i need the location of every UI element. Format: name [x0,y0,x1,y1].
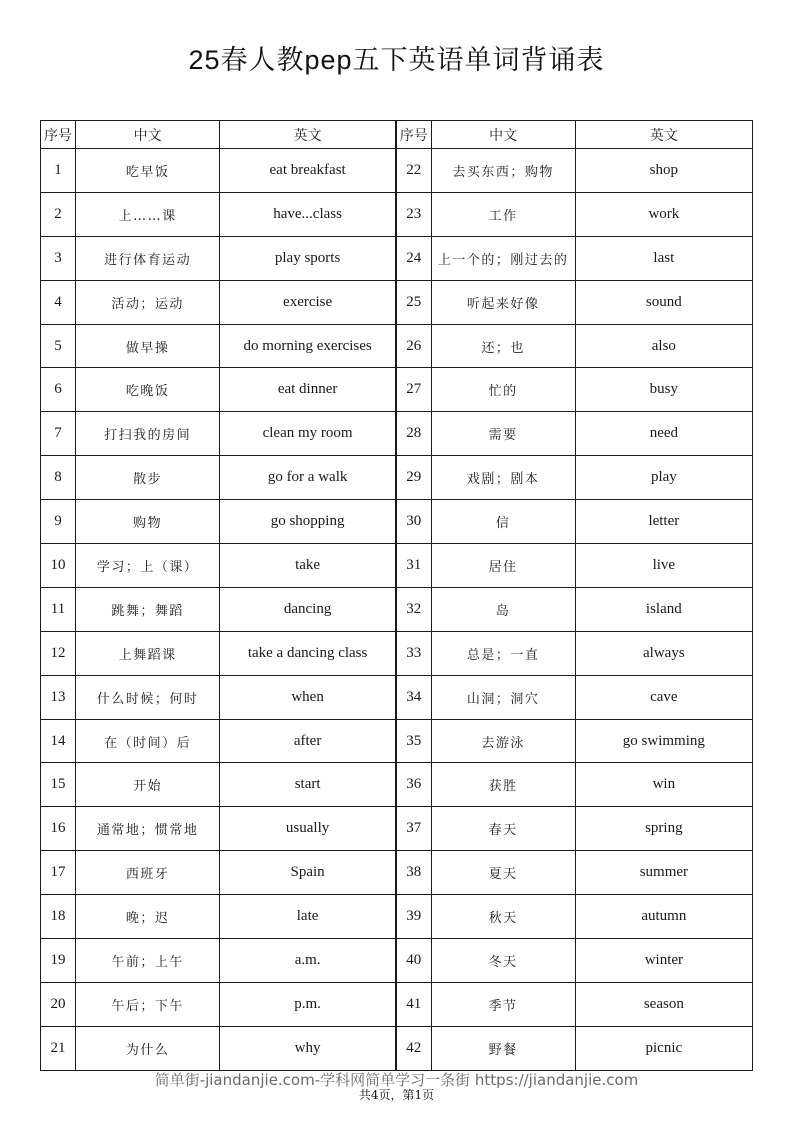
chinese-meaning: 散步 [76,456,220,500]
chinese-meaning: 通常地；惯常地 [76,807,220,851]
word-number: 29 [396,456,431,500]
english-word: shop [575,149,752,193]
table-row [41,500,753,544]
word-number: 24 [396,236,431,280]
english-word: last [575,236,752,280]
chinese-meaning: 冬天 [431,939,575,983]
chinese-meaning: 去游泳 [431,719,575,763]
chinese-meaning: 吃晚饭 [76,368,220,412]
header-english: 英文 [220,121,396,149]
table-row [41,939,753,983]
english-word: also [575,324,752,368]
english-word: why [220,1026,396,1070]
table-row [41,280,753,324]
chinese-meaning: 西班牙 [76,851,220,895]
word-number: 26 [396,324,431,368]
word-number: 4 [41,280,76,324]
chinese-meaning: 开始 [76,763,220,807]
chinese-meaning: 做早操 [76,324,220,368]
chinese-meaning: 什么时候；何时 [76,675,220,719]
table-row [41,763,753,807]
word-number: 39 [396,895,431,939]
chinese-meaning: 打扫我的房间 [76,412,220,456]
chinese-meaning: 跳舞；舞蹈 [76,587,220,631]
english-word: take [220,544,396,588]
chinese-meaning: 上……课 [76,192,220,236]
chinese-meaning: 岛 [431,587,575,631]
word-number: 1 [41,149,76,193]
word-number: 6 [41,368,76,412]
english-word: eat dinner [220,368,396,412]
word-number: 31 [396,544,431,588]
english-word: island [575,587,752,631]
chinese-meaning: 去买东西；购物 [431,149,575,193]
table-row [41,324,753,368]
english-word: usually [220,807,396,851]
word-number: 41 [396,982,431,1026]
word-number: 30 [396,500,431,544]
chinese-meaning: 山洞；洞穴 [431,675,575,719]
english-word: eat breakfast [220,149,396,193]
english-word: busy [575,368,752,412]
word-number: 32 [396,587,431,631]
word-number: 8 [41,456,76,500]
chinese-meaning: 需要 [431,412,575,456]
chinese-meaning: 忙的 [431,368,575,412]
english-word: have...class [220,192,396,236]
english-word: take a dancing class [220,631,396,675]
chinese-meaning: 上一个的；刚过去的 [431,236,575,280]
word-number: 20 [41,982,76,1026]
watermark-text: 简单街-jiandanjie.com-学科网简单学习一条街 https://jiandanjie.com [154,1071,639,1089]
english-word: dancing [220,587,396,631]
word-number: 18 [41,895,76,939]
english-word: cave [575,675,752,719]
english-word: late [220,895,396,939]
english-word: live [575,544,752,588]
table-row [41,675,753,719]
english-word: spring [575,807,752,851]
table-row [41,587,753,631]
word-number: 37 [396,807,431,851]
header-english-right: 英文 [575,121,752,149]
table-row [41,719,753,763]
word-number: 12 [41,631,76,675]
chinese-meaning: 居住 [431,544,575,588]
word-number: 25 [396,280,431,324]
word-number: 38 [396,851,431,895]
chinese-meaning: 戏剧；剧本 [431,456,575,500]
english-word: picnic [575,1026,752,1070]
word-number: 22 [396,149,431,193]
chinese-meaning: 野餐 [431,1026,575,1070]
table-body [41,149,753,1071]
english-word: letter [575,500,752,544]
english-word: clean my room [220,412,396,456]
table-row [41,895,753,939]
word-number: 15 [41,763,76,807]
word-number: 19 [41,939,76,983]
chinese-meaning: 在（时间）后 [76,719,220,763]
english-word: go for a walk [220,456,396,500]
english-word: go shopping [220,500,396,544]
header-chinese-right: 中文 [431,121,575,149]
chinese-meaning: 夏天 [431,851,575,895]
english-word: play [575,456,752,500]
chinese-meaning: 上舞蹈课 [76,631,220,675]
table-row [41,982,753,1026]
word-number: 14 [41,719,76,763]
word-number: 2 [41,192,76,236]
chinese-meaning: 午后；下午 [76,982,220,1026]
word-number: 3 [41,236,76,280]
chinese-meaning: 还；也 [431,324,575,368]
table-row [41,368,753,412]
chinese-meaning: 获胜 [431,763,575,807]
chinese-meaning: 学习；上（课） [76,544,220,588]
header-chinese: 中文 [76,121,220,149]
chinese-meaning: 工作 [431,192,575,236]
english-word: Spain [220,851,396,895]
word-number: 21 [41,1026,76,1070]
english-word: sound [575,280,752,324]
english-word: work [575,192,752,236]
english-word: win [575,763,752,807]
word-number: 11 [41,587,76,631]
english-word: need [575,412,752,456]
table-row [41,456,753,500]
table-row [41,544,753,588]
chinese-meaning: 吃早饭 [76,149,220,193]
english-word: a.m. [220,939,396,983]
chinese-meaning: 午前；上午 [76,939,220,983]
english-word: exercise [220,280,396,324]
english-word: do morning exercises [220,324,396,368]
chinese-meaning: 听起来好像 [431,280,575,324]
word-number: 17 [41,851,76,895]
word-number: 5 [41,324,76,368]
english-word: winter [575,939,752,983]
table-row [41,149,753,193]
english-word: summer [575,851,752,895]
word-number: 33 [396,631,431,675]
word-number: 23 [396,192,431,236]
word-number: 9 [41,500,76,544]
english-word: go swimming [575,719,752,763]
page-number: 共4页，第1页 [358,1088,435,1102]
chinese-meaning: 晚；迟 [76,895,220,939]
english-word: when [220,675,396,719]
word-number: 7 [41,412,76,456]
english-word: after [220,719,396,763]
word-number: 34 [396,675,431,719]
chinese-meaning: 季节 [431,982,575,1026]
word-number: 16 [41,807,76,851]
word-number: 40 [396,939,431,983]
word-number: 42 [396,1026,431,1070]
english-word: always [575,631,752,675]
header-number-right: 序号 [396,121,431,149]
chinese-meaning: 为什么 [76,1026,220,1070]
table-row [41,192,753,236]
chinese-meaning: 信 [431,500,575,544]
table-row [41,1026,753,1070]
english-word: season [575,982,752,1026]
chinese-meaning: 活动；运动 [76,280,220,324]
table-row [41,412,753,456]
word-number: 36 [396,763,431,807]
word-number: 10 [41,544,76,588]
word-number: 35 [396,719,431,763]
english-word: start [220,763,396,807]
table-header-row [41,121,753,149]
chinese-meaning: 春天 [431,807,575,851]
chinese-meaning: 总是；一直 [431,631,575,675]
word-number: 27 [396,368,431,412]
table-row [41,631,753,675]
english-word: autumn [575,895,752,939]
english-word: p.m. [220,982,396,1026]
table-row [41,851,753,895]
word-number: 28 [396,412,431,456]
english-word: play sports [220,236,396,280]
table-row [41,236,753,280]
page-title: 25春人教pep五下英语单词背诵表 [188,45,605,75]
word-number: 13 [41,675,76,719]
chinese-meaning: 购物 [76,500,220,544]
chinese-meaning: 进行体育运动 [76,236,220,280]
chinese-meaning: 秋天 [431,895,575,939]
table-row [41,807,753,851]
vocabulary-table [40,120,753,1071]
header-number: 序号 [41,121,76,149]
